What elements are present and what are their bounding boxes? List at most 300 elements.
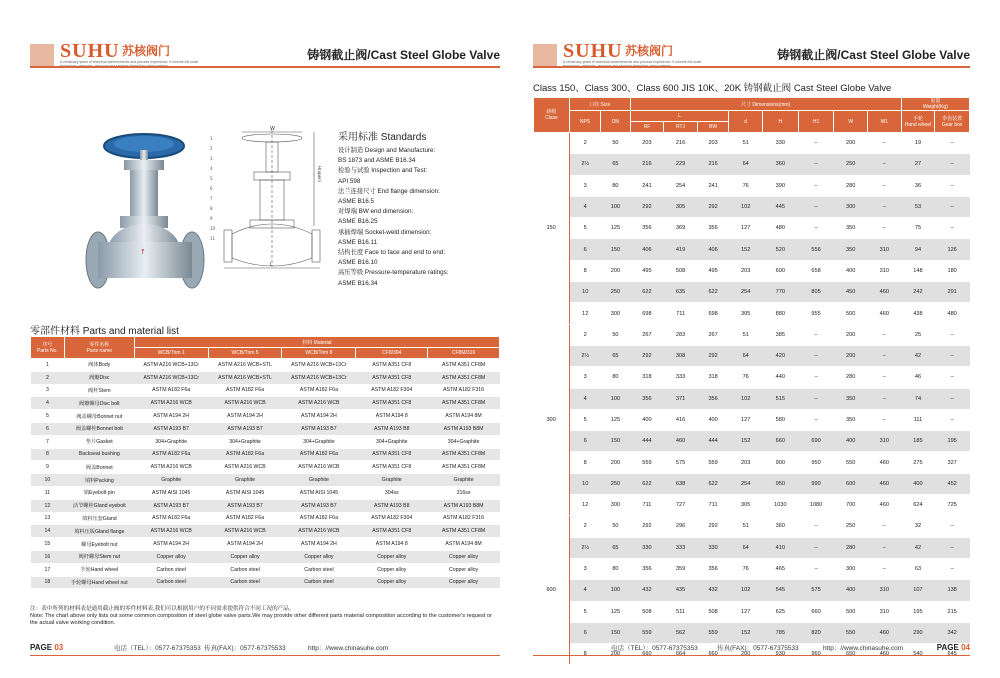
table-cell: ASTM A351 CF8M — [428, 359, 500, 372]
table-cell: 填料Packing — [64, 474, 134, 487]
table-cell: – — [798, 516, 834, 537]
logo-cn: 苏核阀门 — [625, 44, 674, 58]
table-cell: – — [868, 218, 902, 239]
table-cell: ASTM A193 B7 — [134, 422, 208, 435]
table-cell: Copper alloy — [208, 550, 282, 563]
table-cell: 195 — [901, 601, 935, 622]
table-row — [31, 550, 500, 563]
table-cell: 559 — [630, 622, 664, 643]
parts-title: 零部件材料 Parts and material list — [30, 326, 179, 337]
table-cell: 填料压板Gland flange — [64, 525, 134, 538]
svg-text:↑: ↑ — [140, 248, 146, 256]
table-cell: ASTM A216 WCB+STL — [208, 359, 282, 372]
table-cell: 3 — [569, 367, 601, 388]
table-cell: 435 — [664, 580, 698, 601]
table-cell: Carbon steel — [282, 576, 356, 589]
table-cell: 292 — [630, 345, 664, 366]
table-cell: – — [798, 324, 834, 345]
parts-note — [30, 606, 500, 627]
table-cell: ASTM A194 2H — [134, 410, 208, 423]
footer-fax: 传真(FAX)：0577-67375533 — [717, 645, 799, 652]
table-cell: 625 — [762, 601, 798, 622]
table-cell: ASTM A216 WCB — [282, 397, 356, 410]
table-cell: 12 — [569, 303, 601, 324]
table-cell: 290 — [901, 622, 935, 643]
table-cell: 622 — [697, 473, 729, 494]
table-row — [534, 345, 970, 366]
table-cell: 80 — [601, 558, 630, 579]
table-cell: Carbon steel — [208, 563, 282, 576]
table-cell: 203 — [729, 452, 763, 473]
table-cell: ASTM A193 B7 — [282, 422, 356, 435]
table-cell: 500 — [834, 303, 868, 324]
table-cell: 356 — [697, 558, 729, 579]
table-cell: 75 — [901, 218, 935, 239]
table-cell: ASTM A193 B7 — [134, 499, 208, 512]
table-cell: 356 — [697, 388, 729, 409]
table-cell: 460 — [868, 303, 902, 324]
table-cell: Copper alloy — [428, 576, 500, 589]
table-cell: 280 — [834, 367, 868, 388]
col-w1: W1 — [868, 111, 902, 133]
table-cell: 4 — [569, 580, 601, 601]
table-row — [31, 538, 500, 551]
table-cell: 291 — [935, 282, 970, 303]
table-cell: 292 — [697, 196, 729, 217]
table-cell: 127 — [729, 218, 763, 239]
table-cell: ASTM A193 B7 — [208, 422, 282, 435]
table-cell: 76 — [729, 558, 763, 579]
table-cell: Carbon steel — [134, 576, 208, 589]
table-cell: 5 — [569, 601, 601, 622]
table-cell: ASTM A351 CF8M — [428, 397, 500, 410]
table-cell: 275 — [901, 452, 935, 473]
table-cell: 330 — [697, 537, 729, 558]
svg-text:6: 6 — [210, 186, 213, 191]
table-cell: 51 — [729, 516, 763, 537]
table-row — [31, 448, 500, 461]
table-cell: 550 — [834, 452, 868, 473]
table-cell: 241 — [630, 175, 664, 196]
table-cell: ASTM A182 F6a — [134, 512, 208, 525]
table-cell: – — [868, 196, 902, 217]
table-cell: 406 — [697, 239, 729, 260]
col-nps: NPS — [569, 111, 601, 133]
table-cell: 50 — [601, 324, 630, 345]
table-cell: – — [935, 345, 970, 366]
header-accent-box — [30, 44, 54, 66]
table-cell: ASTM A194 2H — [282, 410, 356, 423]
col-trim: WCB/Trim 5 — [208, 348, 282, 359]
table-cell: ASTM A351 CF8M — [428, 448, 500, 461]
table-row — [534, 431, 970, 452]
footer-rule — [30, 655, 500, 656]
table-cell: 64 — [729, 154, 763, 175]
standard-line: 设计制造 Design and Manufacture: — [338, 147, 436, 154]
table-cell: 12 — [569, 495, 601, 516]
table-cell: – — [935, 133, 970, 154]
header-rule — [30, 66, 500, 68]
table-cell: – — [868, 409, 902, 430]
table-cell: ASTM A194 2H — [208, 410, 282, 423]
right-page — [533, 0, 970, 678]
table-cell: 150 — [601, 622, 630, 643]
table-cell: 4 — [569, 196, 601, 217]
table-cell: 350 — [834, 409, 868, 430]
dimensions-table — [533, 97, 970, 665]
table-cell: 12 — [31, 499, 65, 512]
table-cell: 102 — [729, 196, 763, 217]
table-cell: 64 — [729, 345, 763, 366]
table-row — [534, 580, 970, 601]
col-h1: H1 — [798, 111, 834, 133]
table-cell: 310 — [868, 239, 902, 260]
table-row — [31, 422, 500, 435]
table-cell: 515 — [762, 388, 798, 409]
table-cell: 195 — [935, 431, 970, 452]
table-cell: ASTM A351 CF8 — [356, 397, 428, 410]
table-cell: 203 — [697, 133, 729, 154]
table-cell: 350 — [834, 388, 868, 409]
svg-text:4: 4 — [210, 166, 213, 171]
table-cell: – — [935, 537, 970, 558]
table-cell: 250 — [834, 516, 868, 537]
table-cell: 42 — [901, 537, 935, 558]
table-cell: 511 — [664, 601, 698, 622]
table-cell: – — [868, 133, 902, 154]
note-en: Note: The chart above only lists out some common composition of steel globe valve parts.We may provide other different parts material composition according to the customer's request or the actual valve working condition. — [30, 613, 492, 626]
table-cell: 16 — [31, 550, 65, 563]
table-cell: 950 — [762, 473, 798, 494]
table-cell: 215 — [935, 601, 970, 622]
table-cell: ASTM A182 F6a — [134, 384, 208, 397]
class-cell: 150 — [534, 133, 570, 325]
table-cell: 356 — [630, 218, 664, 239]
table-cell: 296 — [664, 516, 698, 537]
table-cell: 520 — [762, 239, 798, 260]
table-cell: 阀盖螺栓Bonnet bolt — [64, 422, 134, 435]
table-cell: – — [798, 558, 834, 579]
table-cell: 390 — [762, 175, 798, 196]
table-cell: 15 — [31, 538, 65, 551]
table-cell: 2 — [569, 516, 601, 537]
table-cell: Graphite — [282, 474, 356, 487]
table-cell: 100 — [601, 388, 630, 409]
table-cell: 327 — [935, 452, 970, 473]
table-cell: 698 — [630, 303, 664, 324]
col-weight: 重量 Weight(Kg) — [901, 98, 969, 111]
table-cell: 438 — [901, 303, 935, 324]
table-cell: 305 — [664, 196, 698, 217]
table-row — [534, 558, 970, 579]
table-cell: Backseat bushing — [64, 448, 134, 461]
table-cell: 410 — [762, 537, 798, 558]
table-cell: 622 — [630, 282, 664, 303]
standard-line: API 598 — [338, 177, 361, 185]
standard-line: 结构长度 Face to face and end to end: — [338, 249, 446, 257]
table-cell: 400 — [834, 580, 868, 601]
table-cell: 310 — [868, 260, 902, 281]
table-cell: – — [798, 388, 834, 409]
table-cell: 5 — [569, 218, 601, 239]
table-cell: Copper alloy — [356, 576, 428, 589]
table-cell: 250 — [834, 154, 868, 175]
table-cell: ASTM A194 2H — [134, 538, 208, 551]
table-cell: 360 — [762, 516, 798, 537]
table-cell: – — [798, 537, 834, 558]
table-cell: 785 — [762, 622, 798, 643]
table-cell: – — [868, 175, 902, 196]
left-header — [30, 40, 500, 66]
table-cell: ASTM A216 WCB+13Cr — [282, 371, 356, 384]
table-cell: Carbon steel — [134, 563, 208, 576]
table-row — [534, 473, 970, 494]
table-cell: Graphite — [208, 474, 282, 487]
standard-line: 承插焊端 Socket-weld dimension: — [338, 228, 432, 236]
table-cell: 76 — [729, 367, 763, 388]
table-cell: 622 — [630, 473, 664, 494]
table-cell: ASTM A194 8 — [356, 538, 428, 551]
table-cell: 460 — [664, 431, 698, 452]
table-cell: 356 — [630, 388, 664, 409]
table-cell: 5 — [31, 410, 65, 423]
table-cell: 6 — [569, 622, 601, 643]
table-cell: 242 — [901, 282, 935, 303]
table-cell: ASTM A193 B7 — [282, 499, 356, 512]
table-cell: ASTM A351 CF8 — [356, 448, 428, 461]
table-cell: 2½ — [569, 345, 601, 366]
table-cell: 阀杆螺母Stem nut — [64, 550, 134, 563]
table-cell: 400 — [901, 473, 935, 494]
table-cell: 600 — [834, 473, 868, 494]
table-cell: 400 — [697, 409, 729, 430]
standard-line: ASME B16.10 — [338, 259, 378, 267]
col-d: d — [729, 111, 763, 133]
standard-line: BS 1873 and ASME B16.34 — [338, 157, 416, 165]
table-cell: ASTM A216 WCB — [208, 525, 282, 538]
table-cell: 356 — [630, 558, 664, 579]
table-cell: 460 — [868, 473, 902, 494]
table-cell: 500 — [834, 601, 868, 622]
table-cell: 11 — [31, 486, 65, 499]
table-cell: 711 — [697, 495, 729, 516]
table-cell: ASTM A216 WCB — [282, 525, 356, 538]
logo-tagline: A centenary years of technical achievements and process experience. It inherits full-scale — [60, 60, 199, 64]
table-cell: 700 — [834, 495, 868, 516]
table-row — [31, 474, 500, 487]
col-dn: DN — [601, 111, 630, 133]
table-cell: 310 — [868, 601, 902, 622]
table-cell: 254 — [729, 282, 763, 303]
table-row — [31, 563, 500, 576]
table-cell: 622 — [697, 282, 729, 303]
table-cell: ASTM A182 F6a — [208, 384, 282, 397]
table-cell: Copper alloy — [428, 550, 500, 563]
table-cell: 292 — [697, 345, 729, 366]
table-cell: 419 — [664, 239, 698, 260]
table-row — [31, 512, 500, 525]
table-cell: 36 — [901, 175, 935, 196]
table-cell: 63 — [901, 558, 935, 579]
note-cn: 注：表中所列的材料表是通用截止阀的零件材料表,我们可以根据用户的不同需求提供符合不同工况的产品。 — [30, 606, 295, 612]
table-cell: 76 — [729, 175, 763, 196]
svg-text:11: 11 — [210, 236, 216, 241]
table-cell: 200 — [834, 345, 868, 366]
table-cell: 432 — [697, 580, 729, 601]
table-cell: 107 — [901, 580, 935, 601]
table-cell: Copper alloy — [356, 550, 428, 563]
class-cell: 300 — [534, 324, 570, 516]
table-cell: Copper alloy — [282, 550, 356, 563]
table-row — [31, 384, 500, 397]
table-cell: 手轮Hand wheel — [64, 563, 134, 576]
table-cell: 292 — [630, 196, 664, 217]
table-cell: 127 — [729, 601, 763, 622]
table-cell: 480 — [935, 303, 970, 324]
table-cell: 74 — [901, 388, 935, 409]
table-cell: 3 — [569, 558, 601, 579]
table-cell: ASTM A182 F304 — [356, 384, 428, 397]
table-row — [534, 537, 970, 558]
table-cell: 805 — [798, 282, 834, 303]
table-cell: 18 — [31, 576, 65, 589]
standard-line: 对焊端 BW end dimension: — [338, 208, 414, 216]
table-cell: ASTM A193 B7 — [208, 499, 282, 512]
table-cell: ASTM A216 WCB+13Cr — [134, 359, 208, 372]
table-cell: 304+Graphite — [208, 435, 282, 448]
table-cell: 2 — [569, 324, 601, 345]
table-cell: 460 — [868, 452, 902, 473]
table-cell: – — [935, 218, 970, 239]
col-rf: RF — [630, 122, 664, 133]
table-cell: 318 — [630, 367, 664, 388]
col-parts-no: 序号 Parts No. — [31, 337, 65, 359]
col-dimensions: 尺寸 Dimensions(mm) — [630, 98, 901, 111]
table-row — [31, 397, 500, 410]
table-cell: 200 — [834, 133, 868, 154]
table-cell: – — [935, 154, 970, 175]
table-row — [534, 388, 970, 409]
table-row — [31, 499, 500, 512]
table-cell: 308 — [664, 345, 698, 366]
table-cell: 138 — [935, 580, 970, 601]
table-cell: 342 — [935, 622, 970, 643]
table-cell: ASTM A216 WCB — [208, 397, 282, 410]
table-cell: 10 — [569, 473, 601, 494]
table-cell: 阀盖螺母Bonnet nut — [64, 410, 134, 423]
table-cell: 725 — [935, 495, 970, 516]
table-cell: ASTM AISI 1045 — [282, 486, 356, 499]
table-cell: 360 — [762, 154, 798, 175]
footer-web[interactable]: http：//www.chinasuhe.com — [308, 645, 389, 652]
table-cell: 950 — [798, 452, 834, 473]
table-cell: 495 — [630, 260, 664, 281]
table-cell: 333 — [664, 537, 698, 558]
table-cell: 9 — [31, 461, 65, 474]
table-cell: 152 — [729, 622, 763, 643]
table-cell: 660 — [762, 431, 798, 452]
table-cell: 460 — [868, 495, 902, 516]
table-cell: 148 — [901, 260, 935, 281]
table-cell: ASTM A182 F6a — [208, 512, 282, 525]
table-cell: ASTM A182 F316 — [428, 512, 500, 525]
table-cell: 229 — [664, 154, 698, 175]
footer-fax: 传真(FAX)：0577-67375533 — [204, 645, 286, 652]
table-cell: 152 — [729, 431, 763, 452]
class-cell: 600 — [534, 516, 570, 665]
table-cell: 94 — [901, 239, 935, 260]
col-material: 材料 Material — [134, 337, 499, 348]
valve-photo — [74, 120, 214, 300]
table-cell: 559 — [697, 622, 729, 643]
h-dim-label: H(open) — [317, 166, 322, 183]
table-cell: 5 — [569, 409, 601, 430]
table-cell: 444 — [630, 431, 664, 452]
table-cell: – — [868, 367, 902, 388]
table-cell: – — [868, 516, 902, 537]
table-cell: 600 — [762, 260, 798, 281]
table-cell: 8 — [31, 448, 65, 461]
right-header — [533, 40, 970, 66]
table-cell: 241 — [697, 175, 729, 196]
table-cell: 359 — [664, 558, 698, 579]
svg-text:1: 1 — [210, 136, 213, 141]
col-trim: CF8M/316 — [428, 348, 500, 359]
table-row — [534, 516, 970, 537]
table-cell: Copper alloy — [356, 563, 428, 576]
table-cell: 450 — [834, 282, 868, 303]
table-cell: – — [868, 345, 902, 366]
table-cell: 100 — [601, 196, 630, 217]
table-cell: ASTM A193 B8 — [356, 499, 428, 512]
table-cell: – — [935, 409, 970, 430]
standards-title: 采用标准 Standards — [338, 132, 427, 143]
table-cell: 150 — [601, 431, 630, 452]
table-cell: 14 — [31, 525, 65, 538]
table-cell: 2½ — [569, 154, 601, 175]
logo: SUHU — [60, 40, 120, 62]
table-cell: 垫片Gasket — [64, 435, 134, 448]
logo-cn: 苏核阀门 — [122, 44, 171, 58]
table-row — [534, 260, 970, 281]
table-cell: 559 — [697, 452, 729, 473]
table-row — [534, 218, 970, 239]
table-cell: 292 — [630, 516, 664, 537]
table-cell: 8 — [569, 452, 601, 473]
page-number-right: PAGE 04 — [936, 643, 970, 652]
table-cell: – — [868, 388, 902, 409]
table-row — [31, 435, 500, 448]
table-cell: – — [935, 367, 970, 388]
table-cell: 53 — [901, 196, 935, 217]
table-cell: 465 — [762, 558, 798, 579]
table-row — [31, 410, 500, 423]
table-cell: 283 — [664, 324, 698, 345]
table-cell: 1030 — [762, 495, 798, 516]
table-row — [534, 239, 970, 260]
footer-web[interactable]: http：//www.chinasuhe.com — [823, 645, 904, 652]
table-cell: 254 — [664, 175, 698, 196]
table-row — [534, 154, 970, 175]
table-cell: ASTM A351 CF8 — [356, 371, 428, 384]
table-cell: 318 — [697, 367, 729, 388]
table-cell: – — [868, 558, 902, 579]
col-trim: CF8/304 — [356, 348, 428, 359]
table-cell: – — [868, 537, 902, 558]
table-cell: 125 — [601, 601, 630, 622]
table-cell: ASTM A351 CF8M — [428, 371, 500, 384]
table-cell: 580 — [762, 409, 798, 430]
